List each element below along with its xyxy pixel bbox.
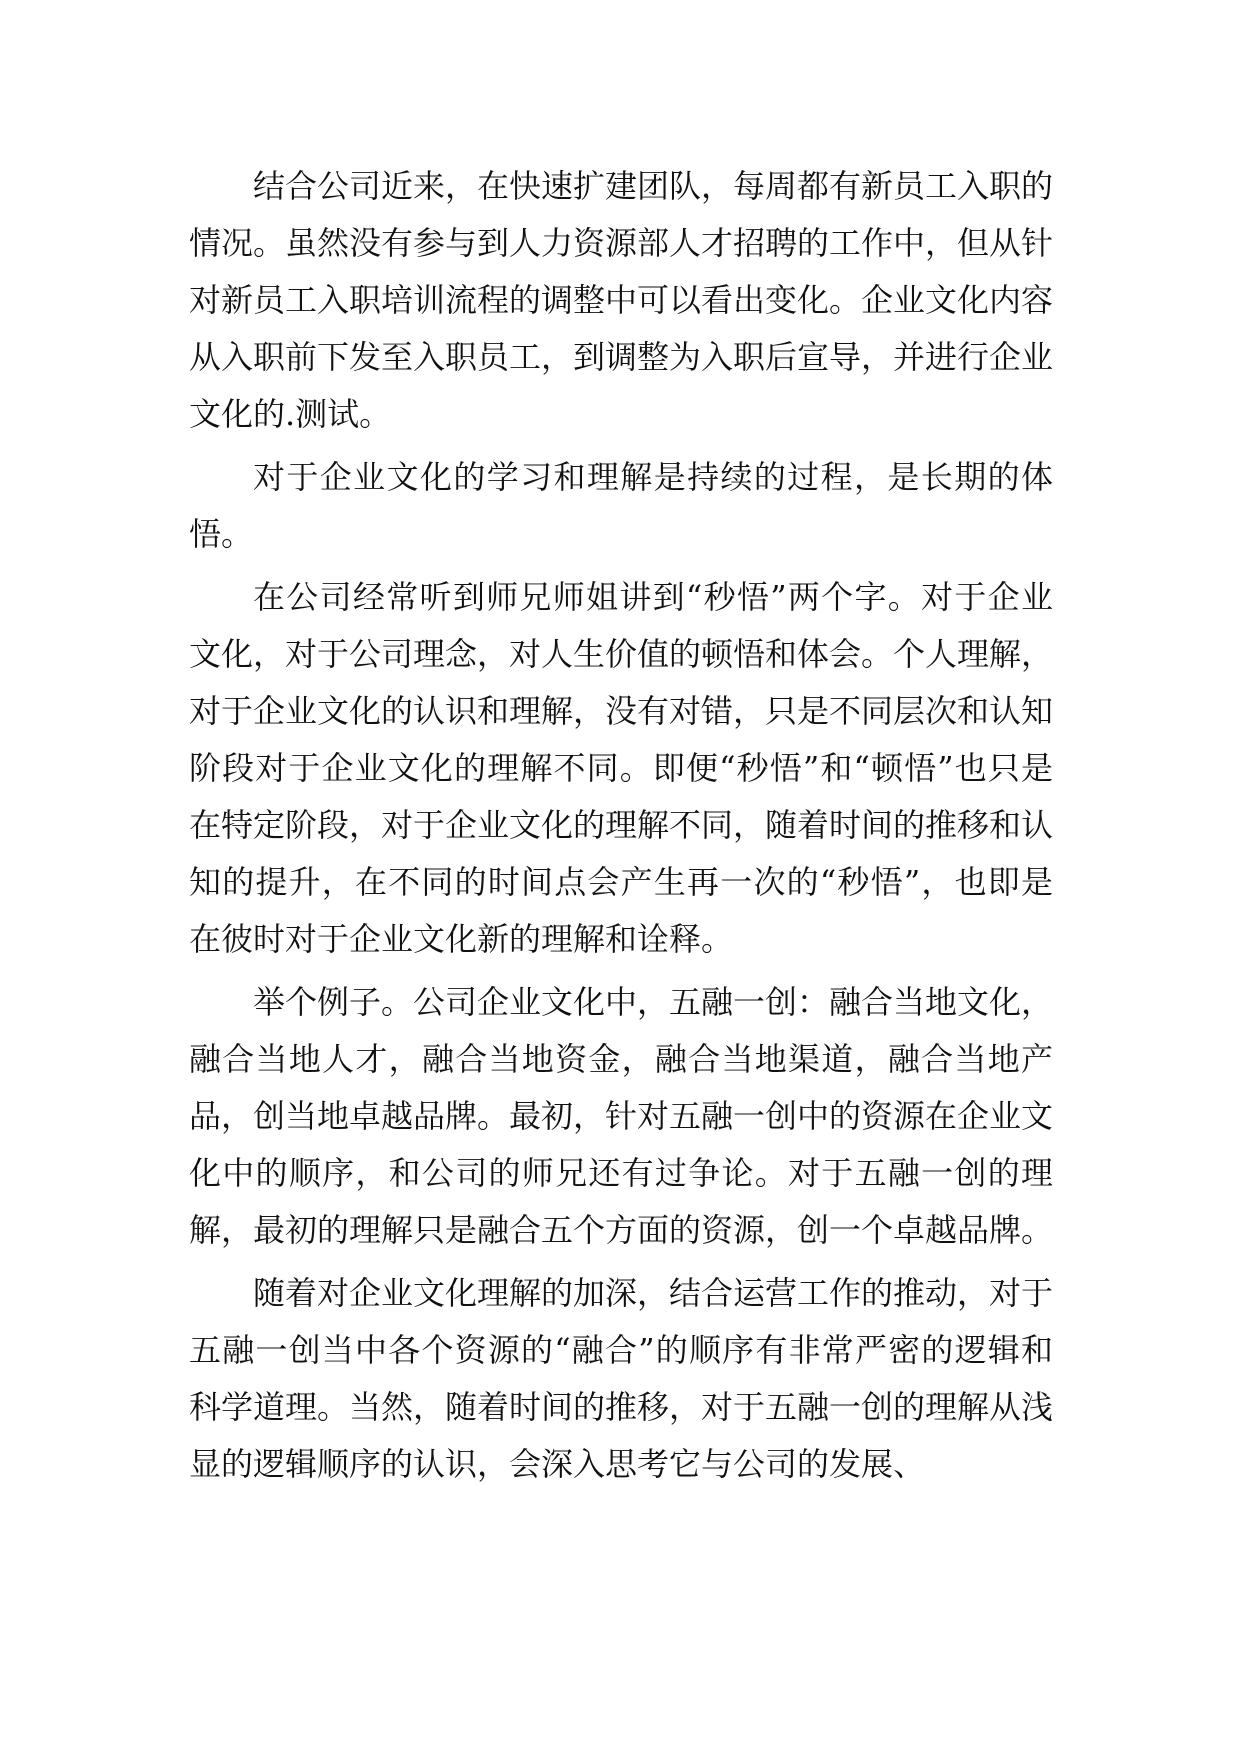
- document-body: [189, 158, 1053, 1493]
- paragraph-3: 在公司经常听到师兄师姐讲到“秒悟”两个字。对于企业文化，对于公司理念，对人生价值的顿悟和体会。个人理解，对于企业文化的认识和理解，没有对错，只是不同层次和认知阶段对于企业文化的理解不同。即便“秒悟”和“顿悟”也只是在特定阶段，对于企业文化的理解不同，随着时间的推移和认知的提升，在不同的时间点会产生再一次的“秒悟”，也即是在彼时对于企业文化新的理解和诠释。: [189, 578, 1054, 958]
- paragraph-2: 对于企业文化的学习和理解是持续的过程，是长期的体悟。: [189, 458, 1053, 553]
- paragraph-4: 举个例子。公司企业文化中，五融一创：融合当地文化，融合当地人才，融合当地资金，融合当地渠道，融合当地产品，创当地卓越品牌。最初，针对五融一创中的资源在企业文化中的顺序，和公司的师兄还有过争论。对于五融一创的理解，最初的理解只是融合五个方面的资源，创一个卓越品牌。: [189, 983, 1054, 1249]
- paragraph-5: 随着对企业文化理解的加深，结合运营工作的推动，对于五融一创当中各个资源的“融合”的顺序有非常严密的逻辑和科学道理。当然，随着时间的推移，对于五融一创的理解从浅显的逻辑顺序的认识，会深入思考它与公司的发展、: [189, 1274, 1054, 1483]
- paragraph-1: 结合公司近来，在快速扩建团队，每周都有新员工入职的情况。虽然没有参与到人力资源部人才招聘的工作中，但从针对新员工入职培训流程的调整中可以看出变化。企业文化内容从入职前下发至入职员工，到调整为入职后宣导，并进行企业文化的.测试。: [189, 167, 1054, 433]
